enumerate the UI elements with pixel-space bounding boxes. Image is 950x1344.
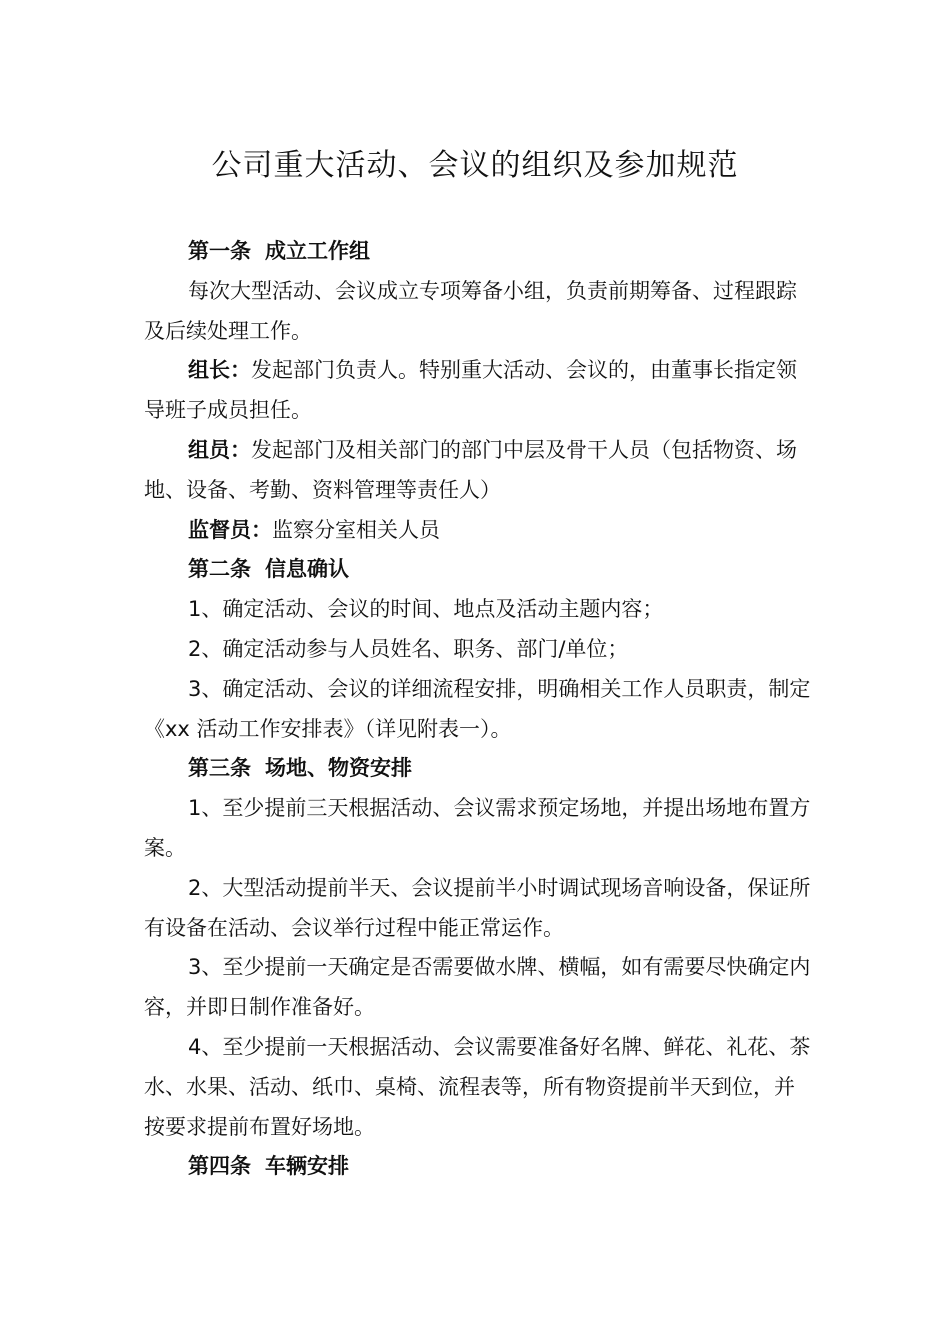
article-2-title: 信息确认 [265, 557, 349, 582]
article-2-item: 2、确定活动参与人员姓名、职务、部门/单位； [188, 636, 629, 661]
article-4-heading [144, 1147, 814, 1187]
article-1-number: 第一条 [188, 239, 251, 263]
supervisor-text: 监察分室相关人员 [272, 517, 440, 542]
document-body [144, 232, 814, 1187]
article-2-number: 第二条 [188, 557, 251, 582]
article-1-supervisor [144, 511, 814, 551]
article-1-members [144, 431, 814, 511]
article-3-number: 第三条 [188, 756, 251, 781]
article-3-item: 2、大型活动提前半天、会议提前半小时调试现场音响设备，保证所有设备在活动、会议举行过程中能正常运作。 [144, 875, 811, 940]
leader-text: 发起部门负责人。特别重大活动、会议的，由董事长指定领导班子成员担任。 [144, 358, 797, 423]
article-3-item: 4、至少提前一天根据活动、会议需要准备好名牌、鲜花、礼花、茶水、水果、活动、纸巾、桌椅、流程表等，所有物资提前半天到位，并按要求提前布置好场地。 [144, 1034, 811, 1139]
article-3-title: 场地、物资安排 [265, 756, 412, 781]
article-1-heading [144, 232, 814, 272]
article-3-heading [144, 749, 814, 789]
leader-label: 组长： [188, 358, 251, 383]
document-title: 公司重大活动、会议的组织及参加规范 [211, 148, 739, 183]
article-1-title: 成立工作组 [265, 239, 370, 263]
article-2-item: 1、确定活动、会议的时间、地点及活动主题内容； [188, 597, 664, 622]
article-2-item: 3、确定活动、会议的详细流程安排，明确相关工作人员职责，制定《xx 活动工作安排表》（详见附表一）。 [144, 676, 811, 741]
article-2-heading [144, 550, 814, 590]
article-3-item: 1、至少提前三天根据活动、会议需求预定场地，并提出场地布置方案。 [144, 796, 811, 860]
article-3-item: 3、至少提前一天确定是否需要做水牌、横幅，如有需要尽快确定内容，并即日制作准备好。 [144, 955, 811, 1020]
supervisor-label: 监督员： [188, 517, 272, 542]
members-text: 发起部门及相关部门的部门中层及骨干人员（包括物资、场地、设备、考勤、资料管理等责任人） [144, 437, 797, 502]
article-1-leader [144, 351, 814, 431]
article-4-number: 第四条 [188, 1154, 251, 1179]
article-1-intro: 每次大型活动、会议成立专项筹备小组，负责前期筹备、过程跟踪及后续处理工作。 [144, 278, 797, 343]
members-label: 组员： [188, 437, 251, 462]
article-4-title: 车辆安排 [265, 1154, 349, 1179]
